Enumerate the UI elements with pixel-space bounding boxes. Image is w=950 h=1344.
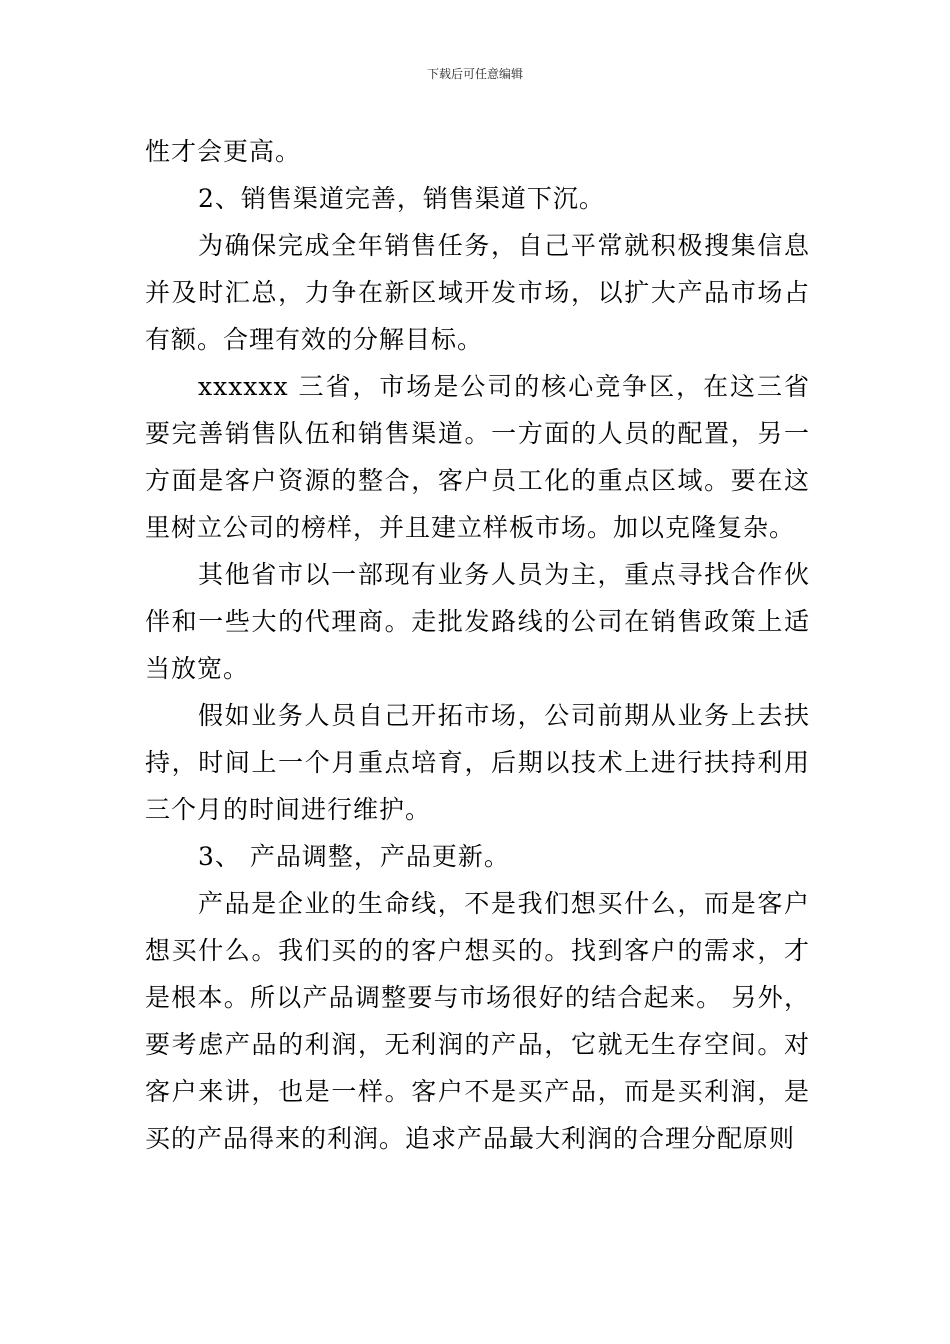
paragraph-sales-target: 为确保完成全年销售任务，自己平常就积极搜集信息并及时汇总，力争在新区域开发市场，以扩大产品市场占有额。合理有效的分解目标。	[145, 231, 810, 354]
paragraph-market-support: 假如业务人员自己开拓市场，公司前期从业务上去扶持，时间上一个月重点培育，后期以技术上进行扶持利用三个月的时间进行维护。	[145, 701, 810, 824]
paragraph-core-provinces: xxxxxx 三省，市场是公司的核心竞争区，在这三省要完善销售队伍和销售渠道。一方面的人员的配置，另一方面是客户资源的整合，客户员工化的重点区域。要在这里树立公司的榜样，并且建立样板市场。加以克隆复杂。	[145, 372, 810, 542]
section-heading-2: 2、销售渠道完善，销售渠道下沉。	[198, 184, 605, 213]
paragraph-other-provinces: 其他省市以一部现有业务人员为主，重点寻找合作伙伴和一些大的代理商。走批发路线的公司在销售政策上适当放宽。	[145, 560, 810, 683]
paragraph-product-lifeline: 产品是企业的生命线，不是我们想买什么，而是客户想买什么。我们买的的客户想买的。找到客户的需求，才是根本。所以产品调整要与市场很好的结合起来。 另外，要考虑产品的利润，无利润的产品，它就无生存空间。对客户来讲，也是一样。客户不是买产品，而是买利润，是买的产品得来的利润。追求产品最大利润的合理分配原则	[145, 889, 810, 1153]
header-note: 下载后可任意编辑	[426, 67, 523, 81]
paragraph-continuation: 性才会更高。	[145, 137, 302, 166]
document-body	[145, 128, 810, 1162]
section-heading-3: 3、 产品调整，产品更新。	[198, 842, 510, 871]
